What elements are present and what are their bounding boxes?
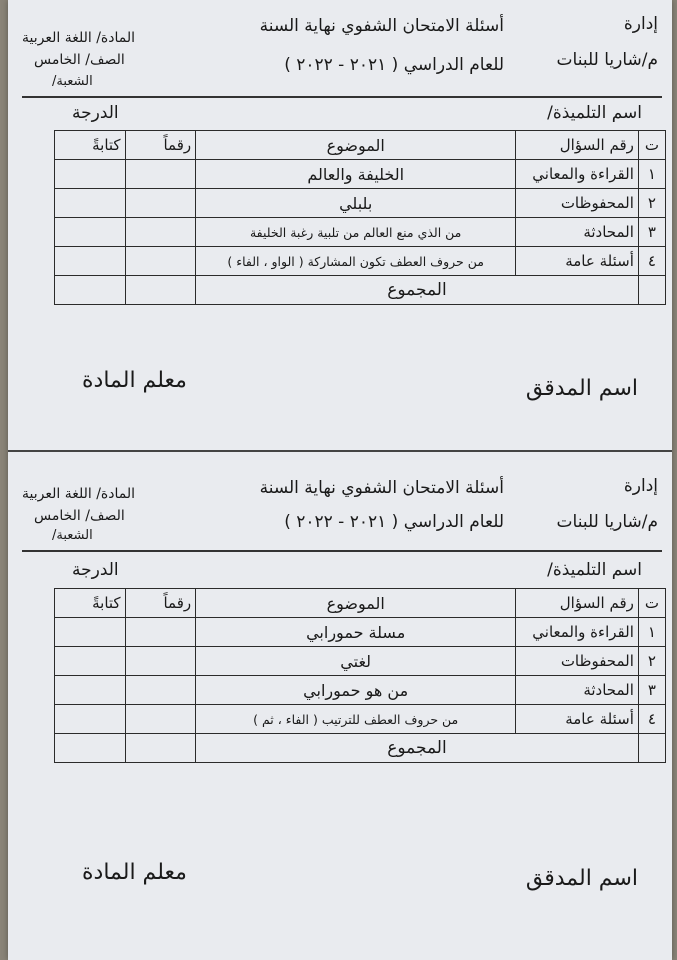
row-question: المحفوظات: [516, 647, 639, 676]
col-score-words: كتابةً: [55, 589, 126, 618]
total-blank: [638, 276, 665, 305]
row-score-words: [55, 618, 126, 647]
total-row: [55, 276, 666, 305]
col-question: رقم السؤال: [516, 131, 639, 160]
row-question: المحادثة: [516, 218, 639, 247]
section-label: الشعبة/: [52, 528, 93, 543]
row-question: أسئلة عامة: [516, 247, 639, 276]
row-topic: من هو حمورابي: [196, 676, 516, 705]
questions-table: [54, 130, 666, 305]
student-name-label: اسم التلميذة/: [547, 103, 642, 123]
table-row: [55, 618, 666, 647]
table-row: [55, 705, 666, 734]
total-label: المجموع: [196, 734, 639, 763]
col-topic: الموضوع: [196, 131, 516, 160]
row-score-words: [55, 189, 126, 218]
admin-label: إدارة: [623, 14, 658, 34]
admin-label: إدارة: [623, 476, 658, 496]
row-topic: من حروف العطف تكون المشاركة ( الواو ، الفاء ): [196, 247, 516, 276]
score-label: الدرجة: [72, 103, 119, 123]
table-row: [55, 676, 666, 705]
total-score-digits: [125, 276, 196, 305]
total-score-words: [55, 734, 126, 763]
row-score-words: [55, 705, 126, 734]
row-number: ٤: [638, 247, 665, 276]
row-score-digits: [125, 247, 196, 276]
row-score-words: [55, 647, 126, 676]
academic-year: للعام الدراسي ( ٢٠٢١ - ٢٠٢٢ ): [284, 55, 504, 75]
row-number: ١: [638, 160, 665, 189]
table-header-row: [55, 589, 666, 618]
row-score-words: [55, 676, 126, 705]
col-question: رقم السؤال: [516, 589, 639, 618]
row-question: المحادثة: [516, 676, 639, 705]
row-question: القراءة والمعاني: [516, 618, 639, 647]
sheet-divider: [8, 450, 672, 452]
table-row: [55, 160, 666, 189]
header-rule: [22, 550, 662, 552]
col-number: ت: [638, 589, 665, 618]
row-score-digits: [125, 189, 196, 218]
checker-name-label: اسم المدقق: [525, 866, 638, 891]
row-score-digits: [125, 618, 196, 647]
col-score-digits: رقماً: [125, 131, 196, 160]
row-number: ٢: [638, 189, 665, 218]
total-score-words: [55, 276, 126, 305]
score-label: الدرجة: [72, 560, 119, 580]
row-score-words: [55, 160, 126, 189]
row-topic: لغتي: [196, 647, 516, 676]
col-topic: الموضوع: [196, 589, 516, 618]
row-score-digits: [125, 647, 196, 676]
school-name: م/شاريا للبنات: [556, 512, 658, 532]
row-score-words: [55, 218, 126, 247]
row-question: المحفوظات: [516, 189, 639, 218]
row-topic: من حروف العطف للترتيب ( الفاء ، ثم ): [196, 705, 516, 734]
table-row: [55, 218, 666, 247]
row-number: ٣: [638, 218, 665, 247]
row-score-digits: [125, 705, 196, 734]
row-topic: بلبلي: [196, 189, 516, 218]
total-score-digits: [125, 734, 196, 763]
col-score-words: كتابةً: [55, 131, 126, 160]
questions-table: [54, 588, 666, 763]
row-score-digits: [125, 676, 196, 705]
row-score-digits: [125, 218, 196, 247]
row-score-digits: [125, 160, 196, 189]
table-header-row: [55, 131, 666, 160]
grade-level: الصف/ الخامس: [34, 508, 125, 524]
row-number: ١: [638, 618, 665, 647]
school-name: م/شاريا للبنات: [556, 50, 658, 70]
section-label: الشعبة/: [52, 74, 93, 89]
total-label: المجموع: [196, 276, 639, 305]
student-name-label: اسم التلميذة/: [547, 560, 642, 580]
row-number: ٤: [638, 705, 665, 734]
checker-name-label: اسم المدقق: [525, 376, 638, 401]
teacher-label: معلم المادة: [82, 860, 187, 885]
row-number: ٣: [638, 676, 665, 705]
row-question: القراءة والمعاني: [516, 160, 639, 189]
subject-label: المادة/ اللغة العربية: [22, 486, 136, 502]
row-score-words: [55, 247, 126, 276]
paper-sheet: [8, 0, 672, 960]
col-score-digits: رقماً: [125, 589, 196, 618]
grade-level: الصف/ الخامس: [34, 52, 125, 68]
form-title: أسئلة الامتحان الشفوي نهاية السنة: [259, 478, 504, 498]
header-rule: [22, 96, 662, 98]
total-row: [55, 734, 666, 763]
table-row: [55, 189, 666, 218]
row-topic: من الذي منع العالم من تلبية رغبة الخليفة: [196, 218, 516, 247]
form-title: أسئلة الامتحان الشفوي نهاية السنة: [259, 16, 504, 36]
row-topic: الخليفة والعالم: [196, 160, 516, 189]
row-question: أسئلة عامة: [516, 705, 639, 734]
subject-label: المادة/ اللغة العربية: [22, 30, 136, 46]
teacher-label: معلم المادة: [82, 368, 187, 393]
col-number: ت: [638, 131, 665, 160]
row-topic: مسلة حمورابي: [196, 618, 516, 647]
table-row: [55, 647, 666, 676]
academic-year: للعام الدراسي ( ٢٠٢١ - ٢٠٢٢ ): [284, 512, 504, 532]
row-number: ٢: [638, 647, 665, 676]
table-row: [55, 247, 666, 276]
total-blank: [638, 734, 665, 763]
